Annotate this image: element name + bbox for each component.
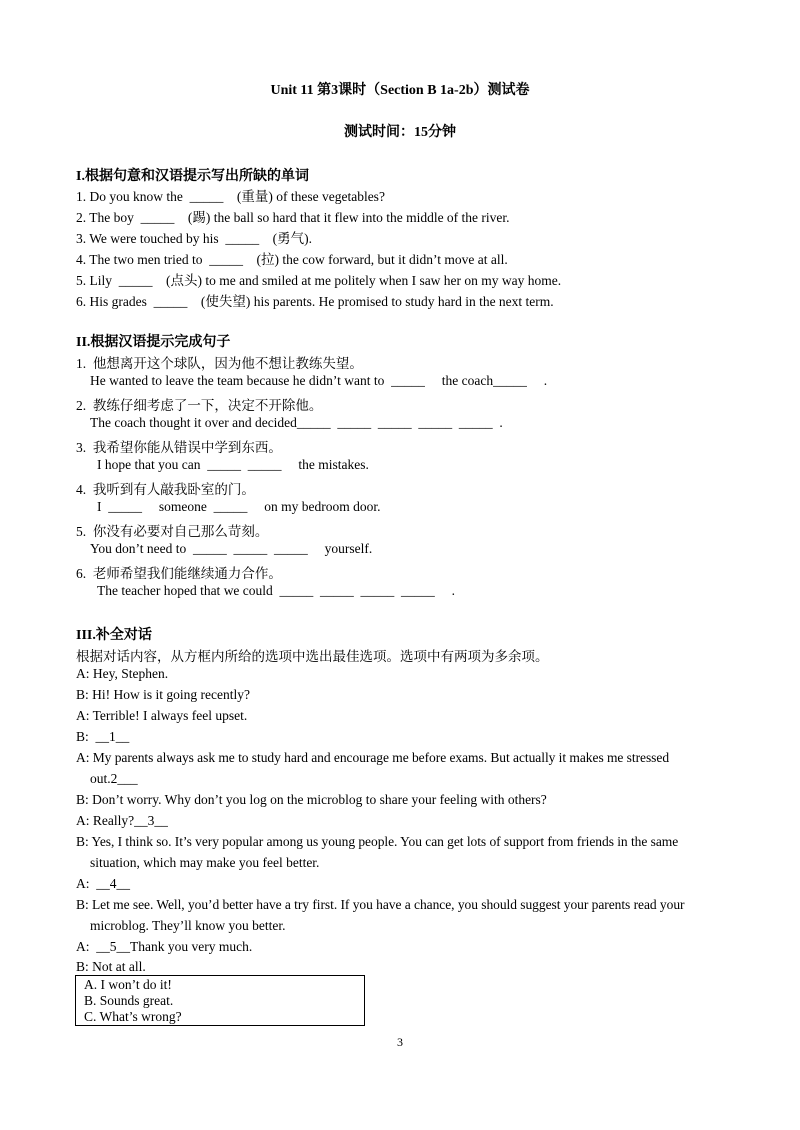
options-box (75, 975, 365, 1026)
dialogue-line: B: __1__ (76, 729, 130, 744)
section-2-chinese-prompt: 3. 我希望你能从错误中学到东西。 (76, 440, 282, 455)
page-title: Unit 11 第3课时（Section B 1a-2b）测试卷 (270, 83, 530, 98)
section-2-chinese-prompt: 1. 他想离开这个球队，因为他不想让教练失望。 (76, 356, 363, 371)
dialogue-line: A: Hey, Stephen. (76, 666, 169, 681)
dialogue-line: A: Terrible! I always feel upset. (76, 708, 248, 723)
option-item: B. Sounds great. (84, 993, 174, 1008)
section-1-item: 2. The boy _____ (踢) the ball so hard that it flew into the middle of the river. (76, 210, 510, 225)
dialogue-line: B: Let me see. Well, you’d better have a try first. If you have a chance, you should suggest your parents read your (76, 897, 685, 912)
dialogue-line: B: Yes, I think so. It’s very popular among us young people. You can get lots of support from friends in the same (76, 834, 679, 849)
dialogue-line: B: Don’t worry. Why don’t you log on the microblog to share your feeling with others? (76, 792, 547, 807)
section-1-item: 5. Lily _____ (点头) to me and smiled at me politely when I saw her on my way home. (76, 273, 562, 288)
section-2-chinese-prompt: 6. 老师希望我们能继续通力合作。 (76, 566, 282, 581)
section-2-english-sentence: The coach thought it over and decided_____ _____ _____ _____ _____ . (90, 415, 503, 430)
section-1-item: 4. The two men tried to _____ (拉) the cow forward, but it didn’t move at all. (76, 252, 508, 267)
section-3-instruction: 根据对话内容，从方框内所给的选项中选出最佳选项。选项中有两项为多余项。 (76, 649, 549, 664)
dialogue-line: A: Really?__3__ (76, 813, 168, 828)
option-item: A. I won’t do it! (84, 977, 172, 992)
section-2-english-sentence: The teacher hoped that we could _____ _____ _____ _____ . (97, 583, 456, 598)
dialogue-line-continuation: situation, which may make you feel better. (90, 855, 320, 870)
dialogue-line: A: __4__ (76, 876, 130, 891)
section-1-heading: I.根据句意和汉语提示写出所缺的单词 (76, 169, 309, 184)
dialogue-line: A: My parents always ask me to study hard and encourage me before exams. But actually it makes me stressed (76, 750, 670, 765)
dialogue-line-continuation: microblog. They’ll know you better. (90, 918, 286, 933)
section-2-chinese-prompt: 4. 我听到有人敲我卧室的门。 (76, 482, 255, 497)
option-item: C. What’s wrong? (84, 1009, 182, 1024)
dialogue-line-continuation: out.2___ (90, 771, 138, 786)
section-2-heading: II.根据汉语提示完成句子 (76, 335, 231, 350)
section-3-heading: III.补全对话 (76, 628, 152, 643)
dialogue-line: B: Not at all. (76, 959, 146, 974)
section-2-english-sentence: I _____ someone _____ on my bedroom door. (97, 499, 381, 514)
page-number: 3 (397, 1035, 403, 1049)
section-2-english-sentence: You don’t need to _____ _____ _____ yourself. (90, 541, 373, 556)
section-1-item: 3. We were touched by his _____ (勇气). (76, 231, 312, 246)
section-2-chinese-prompt: 5. 你没有必要对自己那么苛刻。 (76, 524, 269, 539)
section-1-item: 1. Do you know the _____ (重量) of these vegetables? (76, 189, 385, 204)
section-2-english-sentence: He wanted to leave the team because he didn’t want to _____ the coach_____ . (90, 373, 548, 388)
dialogue-line: B: Hi! How is it going recently? (76, 687, 250, 702)
section-2-english-sentence: I hope that you can _____ _____ the mistakes. (97, 457, 369, 472)
section-1-item: 6. His grades _____ (使失望) his parents. He promised to study hard in the next term. (76, 294, 554, 309)
test-time: 测试时间：15分钟 (344, 125, 456, 140)
dialogue-line: A: __5__Thank you very much. (76, 939, 253, 954)
section-2-chinese-prompt: 2. 教练仔细考虑了一下，决定不开除他。 (76, 398, 323, 413)
